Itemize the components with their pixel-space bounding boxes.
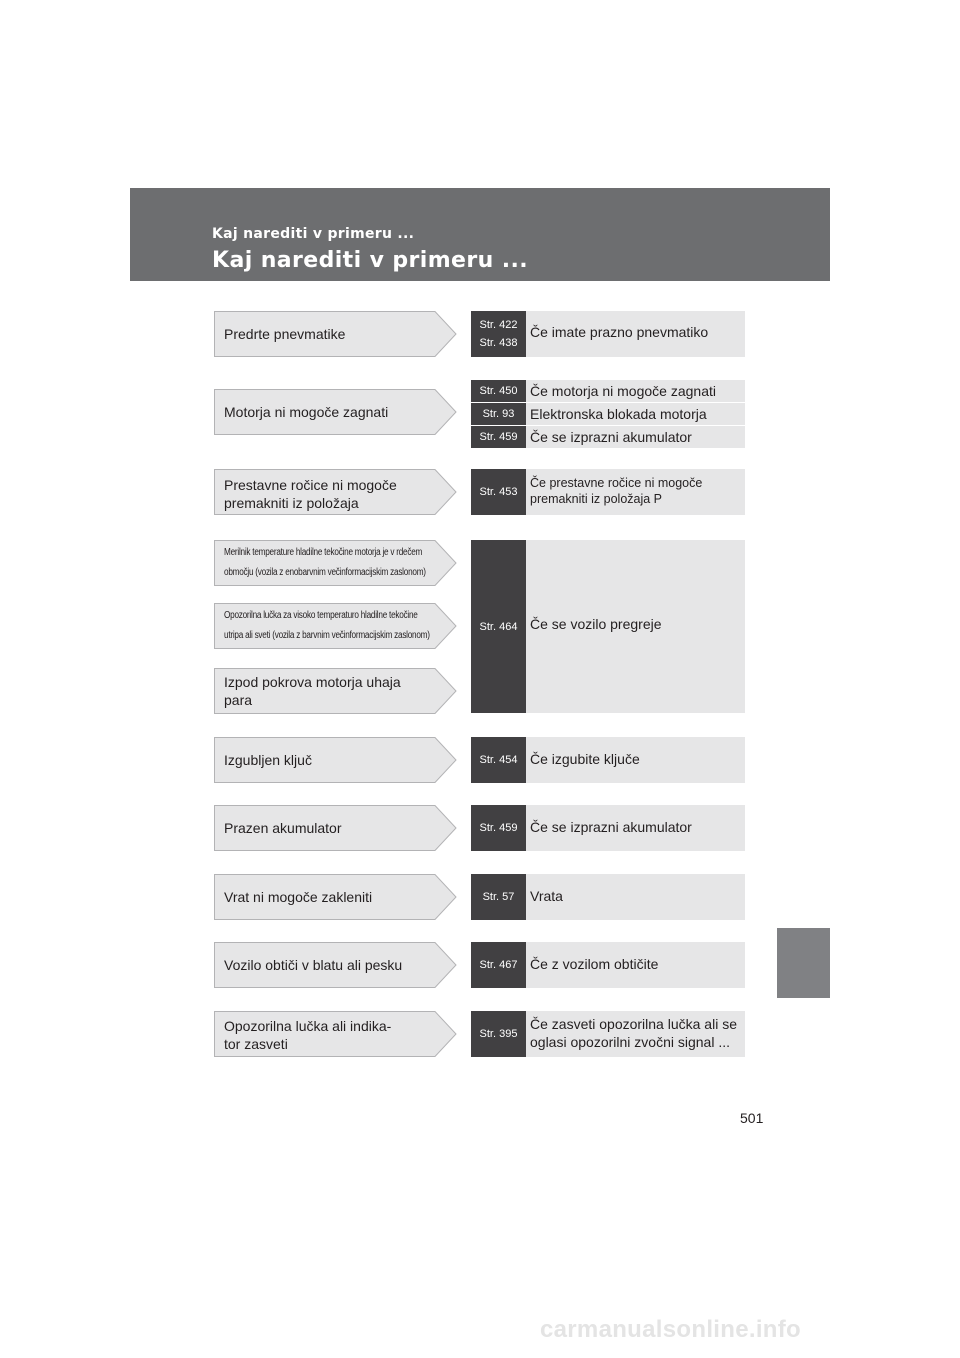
- page-reference[interactable]: [471, 469, 526, 515]
- page-reference[interactable]: [471, 805, 526, 851]
- page-reference[interactable]: [471, 311, 526, 357]
- section-title: Kaj narediti v primeru ...: [212, 248, 529, 273]
- page-reference[interactable]: [471, 426, 526, 448]
- result-line: Če zasveti opozorilna lučka ali se: [530, 1016, 737, 1032]
- situation-line: tor zasveti: [224, 1036, 288, 1052]
- page-ref-text: Str. 438: [479, 337, 518, 349]
- result-label: Če motorja ni mogoče zagnati: [530, 383, 716, 399]
- situation-label: [224, 673, 401, 709]
- page-reference[interactable]: [471, 737, 526, 783]
- result-label: [530, 1015, 737, 1051]
- situation-label: [224, 543, 426, 583]
- section-subtitle: Kaj narediti v primeru ...: [212, 226, 415, 242]
- page-ref-text: Str. 454: [479, 754, 518, 766]
- situation-label: Predrte pnevmatike: [224, 326, 346, 342]
- page-ref-text: Str. 57: [482, 891, 515, 903]
- situation-label: [224, 606, 430, 646]
- page-reference[interactable]: [471, 874, 526, 920]
- page-reference[interactable]: [471, 403, 526, 425]
- page-ref-text: Str. 422: [479, 319, 518, 331]
- situation-label: Motorja ni mogoče zagnati: [224, 404, 389, 420]
- situation-label: Prazen akumulator: [224, 820, 342, 836]
- result-line: premakniti iz položaja P: [530, 492, 663, 506]
- chapter-side-tab: [777, 928, 830, 998]
- situation-line: Opozorilna lučka ali indika-: [224, 1018, 392, 1034]
- situation-line: utripa ali sveti (vozila z barvnim večinformacijskim zaslonom): [224, 630, 430, 641]
- situation-line: premakniti iz položaja: [224, 495, 359, 511]
- result-label: Če se izprazni akumulator: [530, 429, 692, 445]
- result-label: Če imate prazno pnevmatiko: [530, 324, 709, 340]
- situation-line: območju (vozila z enobarvnim večinformacijskim zaslonom): [224, 567, 426, 578]
- result-line: Če prestavne ročice ni mogoče: [530, 476, 703, 490]
- situation-label: [224, 476, 397, 512]
- situation-line: Izpod pokrova motorja uhaja: [224, 674, 401, 690]
- page-ref-text: Str. 467: [479, 959, 518, 971]
- page-ref-text: Str. 459: [479, 431, 518, 443]
- situation-line: Merilnik temperature hladilne tekočine motorja je v rdečem: [224, 547, 423, 558]
- page-ref-text: Str. 464: [479, 620, 518, 633]
- situation-label: [224, 1017, 391, 1053]
- result-label: Vrata: [530, 888, 563, 904]
- result-label: [530, 475, 702, 507]
- result-label: Če izgubite ključe: [530, 751, 640, 767]
- situation-label: Izgubljen ključ: [224, 752, 312, 768]
- page-ref-text: Str. 459: [479, 822, 518, 834]
- page-ref-text: Str. 453: [479, 486, 518, 498]
- page-ref-text: Str. 93: [482, 408, 515, 420]
- situation-label: Vozilo obtiči v blatu ali pesku: [224, 957, 403, 973]
- result-label: Če se vozilo pregreje: [530, 616, 662, 632]
- situation-line: Opozorilna lučka za visoko temperaturo hladilne tekočine: [224, 610, 418, 621]
- watermark: carmanualsonline.info: [540, 1316, 802, 1343]
- page-reference[interactable]: [471, 380, 526, 402]
- section-header: [130, 188, 830, 281]
- result-line: oglasi opozorilni zvočni signal ...: [530, 1034, 730, 1050]
- result-label: Če z vozilom obtičite: [530, 956, 659, 972]
- page-number: 501: [740, 1110, 764, 1126]
- situation-label: Vrat ni mogoče zakleniti: [224, 889, 373, 905]
- page-reference[interactable]: [471, 540, 526, 713]
- result-label: Če se izprazni akumulator: [530, 819, 692, 835]
- result-label: Elektronska blokada motorja: [530, 406, 707, 422]
- situation-line: Prestavne ročice ni mogoče: [224, 477, 397, 493]
- page-ref-text: Str. 450: [479, 385, 518, 397]
- page-ref-text: Str. 395: [479, 1028, 518, 1040]
- situation-line: para: [224, 692, 253, 708]
- page-reference[interactable]: [471, 942, 526, 988]
- page-reference[interactable]: [471, 1011, 526, 1057]
